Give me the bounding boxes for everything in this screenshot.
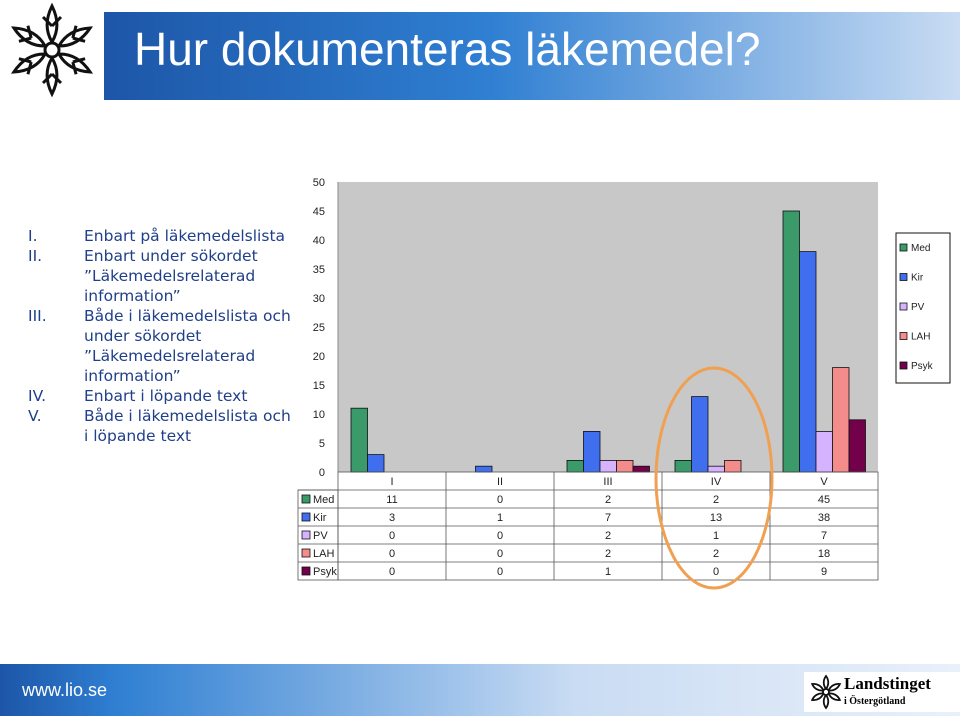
legend-swatch — [900, 244, 907, 251]
organization-flower-icon — [808, 674, 844, 710]
bar — [675, 460, 692, 472]
bar — [368, 455, 385, 472]
bar — [725, 460, 742, 472]
bar — [783, 211, 800, 472]
table-cell-value: 0 — [388, 548, 396, 560]
list-item-text: Enbart på läkemedelslista — [84, 227, 286, 245]
list-item-number: III. — [28, 307, 47, 325]
y-tick-label: 45 — [312, 206, 325, 218]
footer-url[interactable]: www.lio.se — [22, 680, 108, 700]
table-series-swatch — [302, 495, 310, 503]
x-tick-label: II — [496, 476, 504, 488]
table-cell-value: 11 — [386, 494, 398, 506]
bar — [692, 397, 709, 472]
bar — [600, 460, 617, 472]
x-tick-label: IV — [710, 476, 722, 488]
table-cell-value: 38 — [817, 512, 831, 524]
y-tick-label: 10 — [312, 409, 325, 421]
list-item-number: V. — [28, 407, 42, 425]
table-series-label: Med — [313, 494, 335, 506]
table-series-label: LAH — [313, 548, 335, 560]
x-tick-label: I — [390, 476, 394, 488]
legend-label: Kir — [911, 272, 924, 284]
y-tick-label: 35 — [312, 264, 325, 276]
footer-bar — [0, 664, 960, 716]
table-cell-value: 0 — [388, 566, 396, 578]
bar — [708, 466, 725, 472]
y-tick-label: 20 — [312, 351, 325, 363]
bar — [633, 466, 650, 472]
table-cell-value: 2 — [604, 548, 612, 560]
organization-logo — [804, 672, 960, 712]
bar — [351, 408, 368, 472]
y-tick-label: 30 — [312, 293, 325, 305]
y-tick-label: 25 — [312, 322, 325, 334]
legend-swatch — [900, 274, 907, 281]
y-tick-label: 5 — [318, 438, 325, 450]
table-cell-value: 7 — [820, 530, 828, 542]
y-tick-label: 15 — [312, 380, 325, 392]
bar — [833, 368, 850, 472]
table-cell-value: 1 — [712, 530, 720, 542]
y-tick-label: 50 — [312, 177, 325, 189]
bar — [567, 460, 584, 472]
table-cell-value: 0 — [712, 566, 720, 578]
legend-swatch — [900, 362, 907, 369]
table-cell-value: 2 — [604, 494, 612, 506]
table-cell-value: 1 — [604, 566, 612, 578]
table-cell-value: 0 — [496, 530, 504, 542]
bar — [476, 466, 493, 472]
table-cell-value: 2 — [604, 530, 612, 542]
list-item-number: II. — [28, 247, 43, 265]
table-cell-value: 0 — [496, 566, 504, 578]
y-tick-label: 40 — [312, 235, 325, 247]
x-tick-label: V — [820, 476, 828, 488]
list-item-text: Enbart under sökordet ”Läkemedelsrelaterad information” — [84, 247, 258, 305]
list-item-text: Enbart i löpande text — [84, 387, 248, 405]
table-series-swatch — [302, 531, 310, 539]
table-cell-value: 2 — [712, 494, 720, 506]
table-cell-value: 9 — [820, 566, 828, 578]
y-tick-label: 0 — [318, 467, 325, 479]
list-item-number: I. — [28, 227, 38, 245]
organization-subtitle: i Östergötland — [844, 696, 906, 707]
table-cell-value: 18 — [817, 548, 831, 560]
x-tick-label: III — [603, 476, 613, 488]
table-series-swatch — [302, 513, 310, 521]
bar — [849, 420, 866, 472]
bar — [800, 252, 817, 472]
list-item-text: Både i läkemedelslista och under sökordet ”Läkemedelsrelaterad information” — [84, 307, 291, 385]
table-series-label: Kir — [313, 512, 327, 524]
table-cell-value: 3 — [388, 512, 396, 524]
table-cell-value: 0 — [496, 494, 504, 506]
table-series-swatch — [302, 549, 310, 557]
legend-swatch — [900, 333, 907, 340]
table-cell-value: 45 — [817, 494, 831, 506]
bar — [584, 431, 601, 472]
table-series-label: Psyk — [313, 566, 337, 578]
bar — [617, 460, 634, 472]
list-item-number: IV. — [28, 387, 47, 405]
legend-label: Psyk — [911, 361, 933, 372]
table-cell-value: 13 — [709, 512, 723, 524]
legend-label: LAH — [911, 331, 931, 343]
page-title: Hur dokumenteras läkemedel? — [134, 23, 761, 75]
table-cell-value: 1 — [496, 512, 504, 524]
table-series-label: PV — [313, 530, 328, 542]
legend-swatch — [900, 303, 907, 310]
table-cell-value: 0 — [388, 530, 396, 542]
table-series-swatch — [302, 567, 310, 575]
table-cell-value: 7 — [604, 512, 612, 524]
table-cell-value: 0 — [496, 548, 504, 560]
organization-name: Landstinget — [844, 674, 931, 693]
bar — [816, 431, 833, 472]
legend-label: PV — [911, 302, 925, 313]
legend-label: Med — [911, 243, 931, 254]
table-cell-value: 2 — [712, 548, 720, 560]
list-item-text: Både i läkemedelslista och i löpande text — [84, 407, 291, 445]
